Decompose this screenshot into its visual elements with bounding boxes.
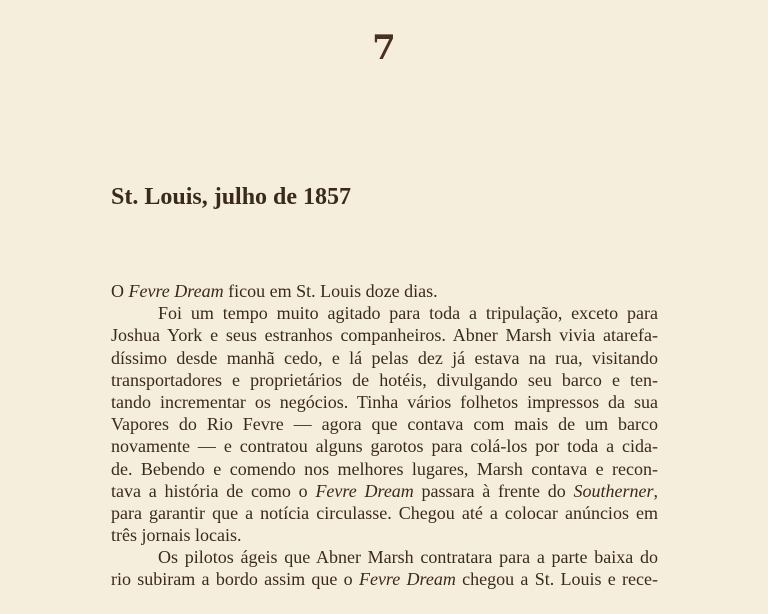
text-segment: para garantir que a notícia circulasse. Chegou até a colocar anúncios em — [111, 502, 658, 523]
text-segment: novamente — e contratou alguns garotos para colá-los por toda a cida- — [111, 436, 658, 457]
italic-text: Fevre Dream — [315, 480, 414, 501]
chapter-title: St. Louis, julho de 1857 — [111, 184, 352, 210]
text-line — [111, 458, 658, 480]
text-line — [111, 568, 658, 590]
text-segment: tando incrementar os negócios. Tinha vários folhetos impressos da sua — [111, 391, 658, 412]
italic-text: Southerner — [573, 480, 654, 501]
text-segment: Joshua York e seus estranhos companheiros. Abner Marsh vivia atarefa- — [111, 325, 658, 346]
text-segment: tava a história de como o — [111, 480, 316, 501]
text-segment: passara à frente do — [413, 480, 574, 501]
text-segment: O — [111, 281, 129, 301]
text-segment: três jornais locais. — [111, 525, 242, 546]
chapter-number: 7 — [372, 28, 396, 68]
paragraph-first-line — [111, 302, 658, 324]
text-line — [111, 324, 658, 346]
italic-text: Fevre Dream — [128, 281, 224, 301]
text-line — [111, 369, 658, 391]
text-segment: transportadores e proprietários de hotéis, divulgando seu barco e ten- — [111, 369, 658, 390]
text-segment: rio subiram a bordo assim que o — [111, 569, 359, 590]
text-segment: de. Bebendo e comendo nos melhores lugares, Marsh contava e recon- — [111, 458, 658, 479]
text-line — [111, 524, 658, 546]
text-line — [111, 435, 658, 457]
text-segment: chegou a St. Louis e rece- — [455, 569, 659, 590]
italic-text: Fevre Dream — [358, 569, 456, 590]
text-line — [111, 480, 658, 502]
text-line — [111, 280, 658, 302]
text-segment: díssimo desde manhã cedo, e lá pelas dez já estava na rua, visitando — [111, 347, 658, 368]
text-segment: Os pilotos ágeis que Abner Marsh contratara para a parte baixa do — [158, 547, 658, 568]
text-segment: , — [653, 480, 658, 501]
text-segment: Vapores do Rio Fevre — agora que contava com mais de um barco — [111, 414, 658, 435]
text-line — [111, 347, 658, 369]
text-line — [111, 391, 658, 413]
paragraph-first-line — [111, 546, 658, 568]
text-segment: Foi um tempo muito agitado para toda a tripulação, exceto para — [158, 303, 658, 324]
text-segment: ficou em St. Louis doze dias. — [223, 281, 438, 301]
body-text — [111, 280, 658, 591]
text-line — [111, 413, 658, 435]
text-line — [111, 502, 658, 524]
